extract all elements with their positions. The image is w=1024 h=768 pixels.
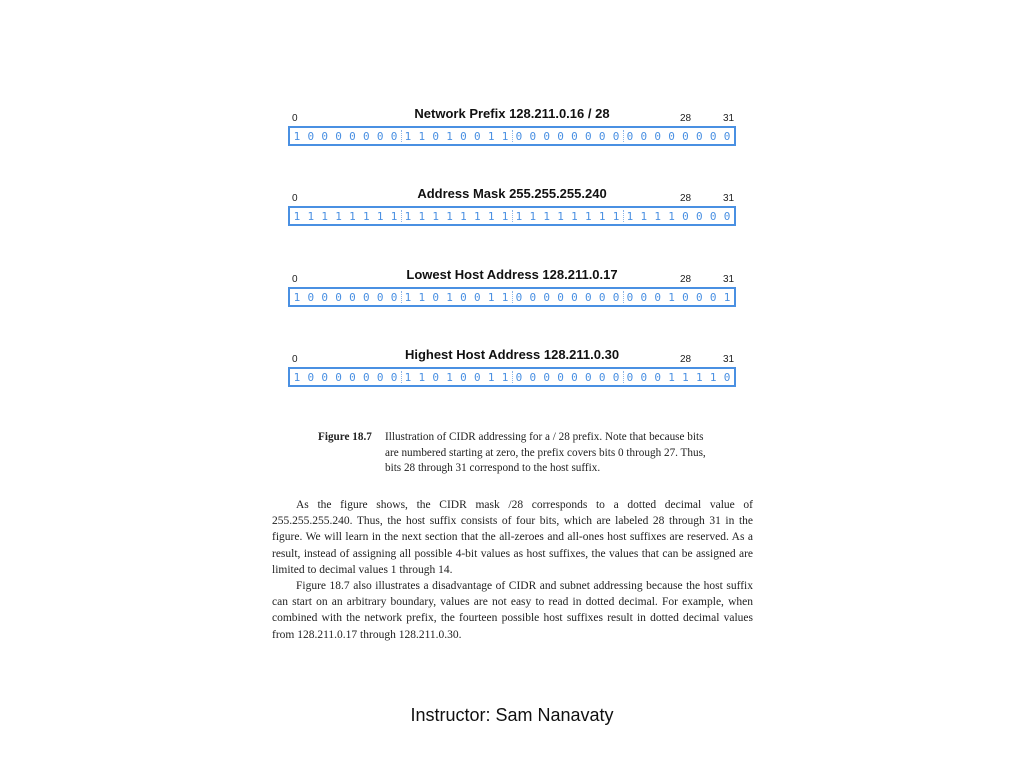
bit-cell: 0 xyxy=(696,130,703,143)
row-title: Highest Host Address 128.211.0.30 xyxy=(404,347,620,362)
octet-separator xyxy=(623,130,624,142)
row-title: Address Mask 255.255.255.240 xyxy=(417,186,607,201)
paragraph: Figure 18.7 also illustrates a disadvantage of CIDR and subnet addressing because the host suffix can start on an arbitrary boundary, values are not easy to read in dotted decimal. For example, when combined with the network prefix, the fourteen possible host suffixes result in dotted decimal values from 128.211.0.17 through 128.211.0.30. xyxy=(272,580,753,641)
bit-cell: 0 xyxy=(529,291,537,304)
bit-cell: 0 xyxy=(515,291,523,304)
bit-cell: 1 xyxy=(723,291,731,304)
bit-cell: 0 xyxy=(363,130,370,143)
row-header xyxy=(288,186,736,206)
bit-cell: 1 xyxy=(335,210,342,223)
bit-cell: 1 xyxy=(543,210,550,223)
bit-field xyxy=(288,367,736,387)
bit-field xyxy=(288,287,736,307)
row-title: Network Prefix 128.211.0.16 / 28 xyxy=(414,106,610,121)
bit-cell: 1 xyxy=(529,210,537,223)
bit-cell: 0 xyxy=(709,130,717,143)
bit-cell: 0 xyxy=(543,130,550,143)
bit-cell: 1 xyxy=(363,210,370,223)
bit-cell: 0 xyxy=(307,130,315,143)
bit-label-0: 0 xyxy=(292,354,298,365)
bit-cell: 0 xyxy=(307,291,315,304)
bit-cell: 1 xyxy=(598,210,606,223)
bit-cell: 0 xyxy=(390,291,398,304)
bit-field xyxy=(288,126,736,146)
bit-cell: 0 xyxy=(626,130,634,143)
bit-cell: 1 xyxy=(682,371,689,384)
bit-label-31: 31 xyxy=(723,113,735,124)
bit-cell: 1 xyxy=(404,371,412,384)
bit-cell: 1 xyxy=(501,210,509,223)
bit-cell: 1 xyxy=(446,371,453,384)
bit-cell: 0 xyxy=(654,371,661,384)
bit-cell: 0 xyxy=(515,371,523,384)
bit-cell: 0 xyxy=(682,210,689,223)
bit-cell: 0 xyxy=(376,291,384,304)
bit-cell: 1 xyxy=(696,371,703,384)
bit-cell: 0 xyxy=(460,130,467,143)
bit-cell: 1 xyxy=(557,210,564,223)
bit-cell: 0 xyxy=(307,371,315,384)
bit-cell: 1 xyxy=(515,210,523,223)
bit-cell: 0 xyxy=(543,291,550,304)
bit-cell: 1 xyxy=(501,371,509,384)
bit-cell: 0 xyxy=(432,371,439,384)
bit-cell: 0 xyxy=(696,210,703,223)
bit-cell: 1 xyxy=(501,291,509,304)
bit-cell: 0 xyxy=(557,130,564,143)
body-text xyxy=(272,497,753,643)
octet-separator xyxy=(401,210,402,222)
bit-cell: 0 xyxy=(682,130,689,143)
bit-cell: 0 xyxy=(390,371,398,384)
paragraph: As the figure shows, the CIDR mask /28 corresponds to a dotted decimal value of 255.255.255.240. Thus, the host suffix consists of four bits, which are labeled 28 through 31 in the figure. We will learn in the next section that the all-zeroes and all-ones host suffixes are reserved. As a result, instead of assigning all possible 4-bit values as host suffixes, the values that can be assigned are limited to decimal values 1 through 14. xyxy=(272,499,753,576)
bit-cell: 1 xyxy=(418,371,426,384)
bit-label-0: 0 xyxy=(292,274,298,285)
bit-cell: 0 xyxy=(682,291,689,304)
octet-separator xyxy=(623,210,624,222)
bit-cell: 1 xyxy=(293,291,301,304)
row-header xyxy=(288,106,736,126)
bit-label-0: 0 xyxy=(292,193,298,204)
octet-separator xyxy=(401,371,402,383)
bit-label-0: 0 xyxy=(292,113,298,124)
bit-cell: 0 xyxy=(640,371,648,384)
bit-field xyxy=(288,206,736,226)
bit-cell: 0 xyxy=(654,130,661,143)
bit-cell: 0 xyxy=(585,291,592,304)
bit-cell: 0 xyxy=(460,371,467,384)
bit-cell: 0 xyxy=(612,130,620,143)
bit-cell: 1 xyxy=(709,371,717,384)
bit-label-28: 28 xyxy=(680,274,692,285)
bit-cell: 1 xyxy=(585,210,592,223)
bit-cell: 0 xyxy=(432,130,439,143)
bit-label-31: 31 xyxy=(723,354,735,365)
row-header xyxy=(288,267,736,287)
bit-label-28: 28 xyxy=(680,113,692,124)
bit-cell: 0 xyxy=(321,130,328,143)
bit-cell: 0 xyxy=(335,291,342,304)
bit-cell: 0 xyxy=(612,371,620,384)
bit-cell: 0 xyxy=(321,291,328,304)
bit-cell: 0 xyxy=(571,130,578,143)
bit-cell: 1 xyxy=(376,210,384,223)
bit-cell: 1 xyxy=(307,210,315,223)
bit-cell: 0 xyxy=(363,291,370,304)
bit-cell: 0 xyxy=(668,130,675,143)
octet-separator xyxy=(623,371,624,383)
bit-cell: 0 xyxy=(598,371,606,384)
bit-cell: 0 xyxy=(474,371,481,384)
bit-cell: 0 xyxy=(432,291,439,304)
bit-cell: 0 xyxy=(529,130,537,143)
bit-cell: 0 xyxy=(363,371,370,384)
caption-label: Figure 18.7 xyxy=(318,431,372,443)
network-prefix-row xyxy=(288,106,736,146)
bit-cell: 0 xyxy=(585,371,592,384)
bit-cell: 0 xyxy=(529,371,537,384)
bit-cell: 0 xyxy=(460,291,467,304)
bit-cell: 0 xyxy=(640,291,648,304)
lowest-host-row xyxy=(288,267,736,307)
highest-host-row xyxy=(288,347,736,387)
bit-cell: 0 xyxy=(709,291,717,304)
bit-cell: 1 xyxy=(626,210,634,223)
bit-cell: 1 xyxy=(432,210,439,223)
address-mask-row xyxy=(288,186,736,226)
bit-cell: 0 xyxy=(557,291,564,304)
bit-cell: 0 xyxy=(349,291,356,304)
bit-cell: 0 xyxy=(474,291,481,304)
bit-cell: 0 xyxy=(543,371,550,384)
octet-separator xyxy=(512,371,513,383)
bit-cell: 1 xyxy=(293,130,301,143)
bit-cell: 1 xyxy=(487,130,495,143)
row-title: Lowest Host Address 128.211.0.17 xyxy=(406,267,618,282)
bit-cell: 1 xyxy=(418,210,426,223)
bit-cell: 1 xyxy=(349,210,356,223)
bit-cell: 1 xyxy=(460,210,467,223)
bit-cell: 0 xyxy=(321,371,328,384)
bit-cell: 0 xyxy=(709,210,717,223)
bit-cell: 0 xyxy=(557,371,564,384)
bit-cell: 0 xyxy=(640,130,648,143)
bit-cell: 0 xyxy=(474,130,481,143)
bit-cell: 1 xyxy=(668,210,675,223)
instructor-footer: Instructor: Sam Nanavaty xyxy=(410,705,614,725)
bit-cell: 1 xyxy=(640,210,648,223)
bit-cell: 0 xyxy=(349,130,356,143)
octet-separator xyxy=(512,210,513,222)
bit-label-28: 28 xyxy=(680,354,692,365)
bit-cell: 1 xyxy=(293,371,301,384)
octet-separator xyxy=(623,291,624,303)
bit-cell: 0 xyxy=(696,291,703,304)
bit-cell: 0 xyxy=(723,371,731,384)
bit-cell: 1 xyxy=(474,210,481,223)
figure-caption xyxy=(318,430,708,477)
bit-label-28: 28 xyxy=(680,193,692,204)
bit-cell: 1 xyxy=(446,210,453,223)
bit-cell: 0 xyxy=(626,291,634,304)
bit-cell: 0 xyxy=(571,371,578,384)
bit-cell: 1 xyxy=(571,210,578,223)
bit-cell: 0 xyxy=(598,130,606,143)
bit-label-31: 31 xyxy=(723,193,735,204)
bit-cell: 1 xyxy=(321,210,328,223)
bit-cell: 0 xyxy=(723,130,731,143)
bit-cell: 1 xyxy=(418,291,426,304)
bit-cell: 1 xyxy=(446,130,453,143)
bit-cell: 1 xyxy=(487,210,495,223)
bit-cell: 0 xyxy=(571,291,578,304)
bit-cell: 0 xyxy=(335,371,342,384)
bit-cell: 1 xyxy=(501,130,509,143)
bit-label-31: 31 xyxy=(723,274,735,285)
bit-cell: 0 xyxy=(654,291,661,304)
bit-cell: 0 xyxy=(515,130,523,143)
bit-cell: 1 xyxy=(293,210,301,223)
bit-cell: 0 xyxy=(376,130,384,143)
octet-separator xyxy=(512,130,513,142)
octet-separator xyxy=(512,291,513,303)
bit-cell: 1 xyxy=(446,291,453,304)
bit-cell: 0 xyxy=(349,371,356,384)
bit-cell: 1 xyxy=(668,371,675,384)
caption-text: Illustration of CIDR addressing for a / 28 prefix. Note that because bits are numbered starting at zero, the prefix covers bits 0 through 27. Thus, bits 28 through 31 correspond to the host suffix. xyxy=(385,431,706,474)
bit-cell: 1 xyxy=(404,130,412,143)
bit-cell: 1 xyxy=(668,291,675,304)
bit-cell: 0 xyxy=(376,371,384,384)
bit-cell: 0 xyxy=(390,130,398,143)
bit-cell: 1 xyxy=(404,210,412,223)
bit-cell: 1 xyxy=(612,210,620,223)
bit-cell: 1 xyxy=(487,371,495,384)
octet-separator xyxy=(401,130,402,142)
bit-cell: 0 xyxy=(626,371,634,384)
bit-cell: 0 xyxy=(612,291,620,304)
bit-cell: 1 xyxy=(390,210,398,223)
bit-cell: 0 xyxy=(335,130,342,143)
octet-separator xyxy=(401,291,402,303)
bit-cell: 1 xyxy=(654,210,661,223)
bit-cell: 0 xyxy=(585,130,592,143)
bit-cell: 0 xyxy=(723,210,731,223)
bit-cell: 0 xyxy=(598,291,606,304)
row-header xyxy=(288,347,736,367)
bit-cell: 1 xyxy=(404,291,412,304)
bit-cell: 1 xyxy=(487,291,495,304)
bit-cell: 1 xyxy=(418,130,426,143)
